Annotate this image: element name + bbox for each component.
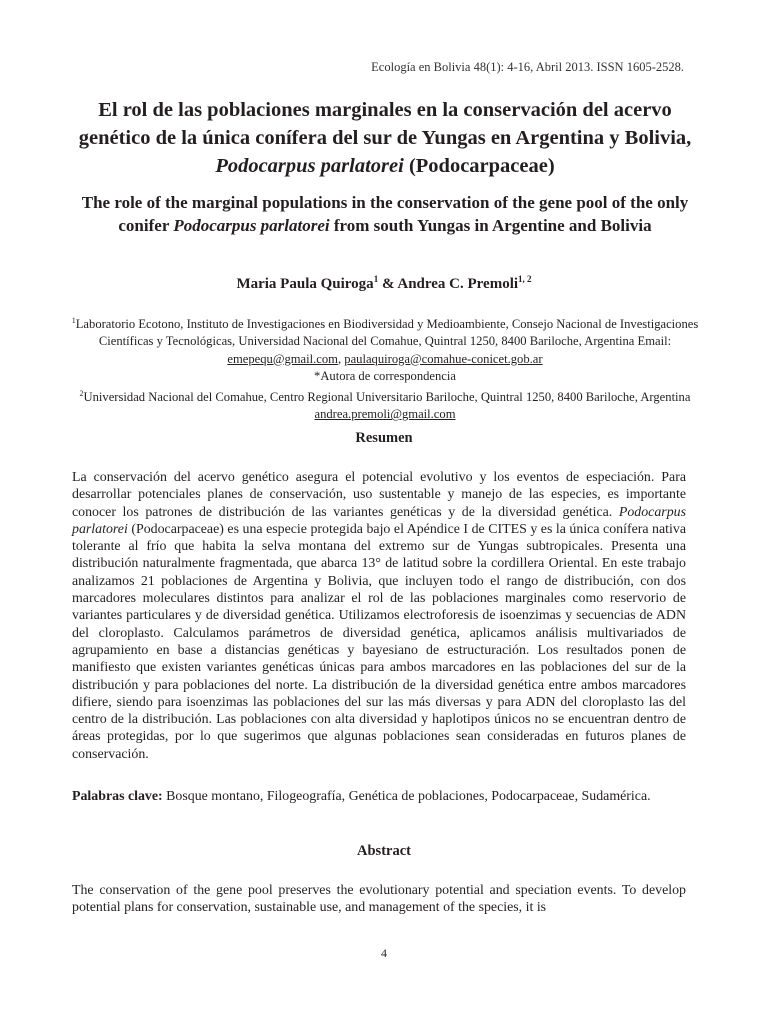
title-es-part1: El rol de las poblaciones marginales en la conservación del acervo genético de la única conífera del sur de Yungas en Argentina y Bolivia, xyxy=(78,99,692,149)
email-separator: , xyxy=(337,351,345,366)
resumen-body xyxy=(72,469,686,763)
affiliation-2 xyxy=(60,385,710,424)
journal-reference: Ecología en Bolivia 48(1): 4-16, Abril 2013. ISSN 1605-2528. xyxy=(371,60,684,74)
author-1: Maria Paula Quiroga xyxy=(236,276,374,292)
email-link-2[interactable]: paulaquiroga@comahue-conicet.gob.ar xyxy=(344,351,543,366)
abstract-heading: Abstract xyxy=(357,843,411,859)
affiliation-1-text: Laboratorio Ecotono, Instituto de Investigaciones en Biodiversidad y Medioambiente, Consejo Nacional de Investigaciones Científicas y Tecnológicas, Universidad Nacional del Comahue, Quintral 1250, 8400 Bariloche, Argentina Email: xyxy=(75,317,699,349)
corresponding-author-note: *Autora de correspondencia xyxy=(314,368,456,383)
resumen-text-1: La conservación del acervo genético asegura el potencial evolutivo y los eventos de especiación. Para desarrollar potenciales planes de conservación, uso sustentable y manejo de las especies, es importante conocer los patrones de distribución de las variantes genéticas y de la diversidad genética. xyxy=(72,470,686,520)
affiliations xyxy=(60,312,710,424)
resumen-heading: Resumen xyxy=(355,430,413,446)
title-en-part2: from south Yungas in Argentine and Bolivia xyxy=(329,215,652,235)
title-english xyxy=(60,192,710,237)
title-en-species: Podocarpus parlatorei xyxy=(173,215,330,235)
keywords-label: Palabras clave: xyxy=(72,789,163,804)
affiliation-1 xyxy=(60,312,710,368)
abstract-body: The conservation of the gene pool preserves the evolutionary potential and speciation events. To develop potential plans for conservation, sustainable use, and management of the species, it is xyxy=(72,883,686,916)
title-es-part2: (Podocarpaceae) xyxy=(403,155,555,177)
affiliation-2-text: Universidad Nacional del Comahue, Centro Regional Universitario Bariloche, Quintral 1250, 8400 Bariloche, Argentina xyxy=(83,390,691,405)
author-list xyxy=(0,274,768,293)
title-es-species: Podocarpus parlatorei xyxy=(215,155,404,177)
author-separator: & xyxy=(378,276,398,292)
resumen-text-2: (Podocarpaceae) es una especie protegida bajo el Apéndice I de CITES y es la única conífera nativa tolerante al frío que habita la selva montana del extremo sur de Yungas subtropicales. Presenta una distribución naturalmente fragmentada, que abarca 13° de latitud sobre la cordillera Oriental. En este trabajo analizamos 21 poblaciones de Argentina y Bolivia, que incluyen todo el rango de distribución, con dos marcadores moleculares distintos para analizar el rol de las poblaciones marginales como reservorio de variantes particulares y de diversidad genética. Utilizamos electroforesis de isoenzimas y secuencias de ADN del cloroplasto. Calculamos parámetros de diversidad genética, aplicamos análisis multivariados de agrupamiento en base a distancias genéticas y bayesiano de estructuración. Los resultados ponen de manifiesto que existen variantes genéticas únicas para ambos marcadores en las poblaciones del sur de la distribución y para poblaciones del norte. La distribución de la diversidad genética entre ambos marcadores difiere, siendo para isoenzimas las poblaciones del sur las más diversas y para ADN del cloroplasto las del centro de la distribución. Las poblaciones con alta diversidad y haplotipos únicos no se encuentran dentro de áreas protegidas, por lo que sugerimos que algunas poblaciones sean consideradas en futuros planes de conservación. xyxy=(72,521,686,762)
keywords-list: Bosque montano, Filogeografía, Genética de poblaciones, Podocarpaceae, Sudamérica. xyxy=(162,789,651,804)
affiliation-1-marker: 1 xyxy=(71,316,76,325)
resumen-species: Podocarpus parlatorei xyxy=(72,504,686,537)
email-link-3[interactable]: andrea.premoli@gmail.com xyxy=(314,407,456,422)
author-2: Andrea C. Premoli xyxy=(397,276,519,292)
keywords-paragraph xyxy=(72,788,686,805)
author-1-affil-marker: 1 xyxy=(373,274,379,284)
page-number: 4 xyxy=(381,946,387,960)
affiliation-2-marker: 2 xyxy=(79,389,84,398)
title-spanish xyxy=(60,96,710,180)
title-en-part1: The role of the marginal populations in the conservation of the gene pool of the only conifer xyxy=(81,193,689,235)
email-link-1[interactable]: emepequ@gmail.com xyxy=(227,351,338,366)
author-2-affil-marker: 1, 2 xyxy=(518,274,532,284)
